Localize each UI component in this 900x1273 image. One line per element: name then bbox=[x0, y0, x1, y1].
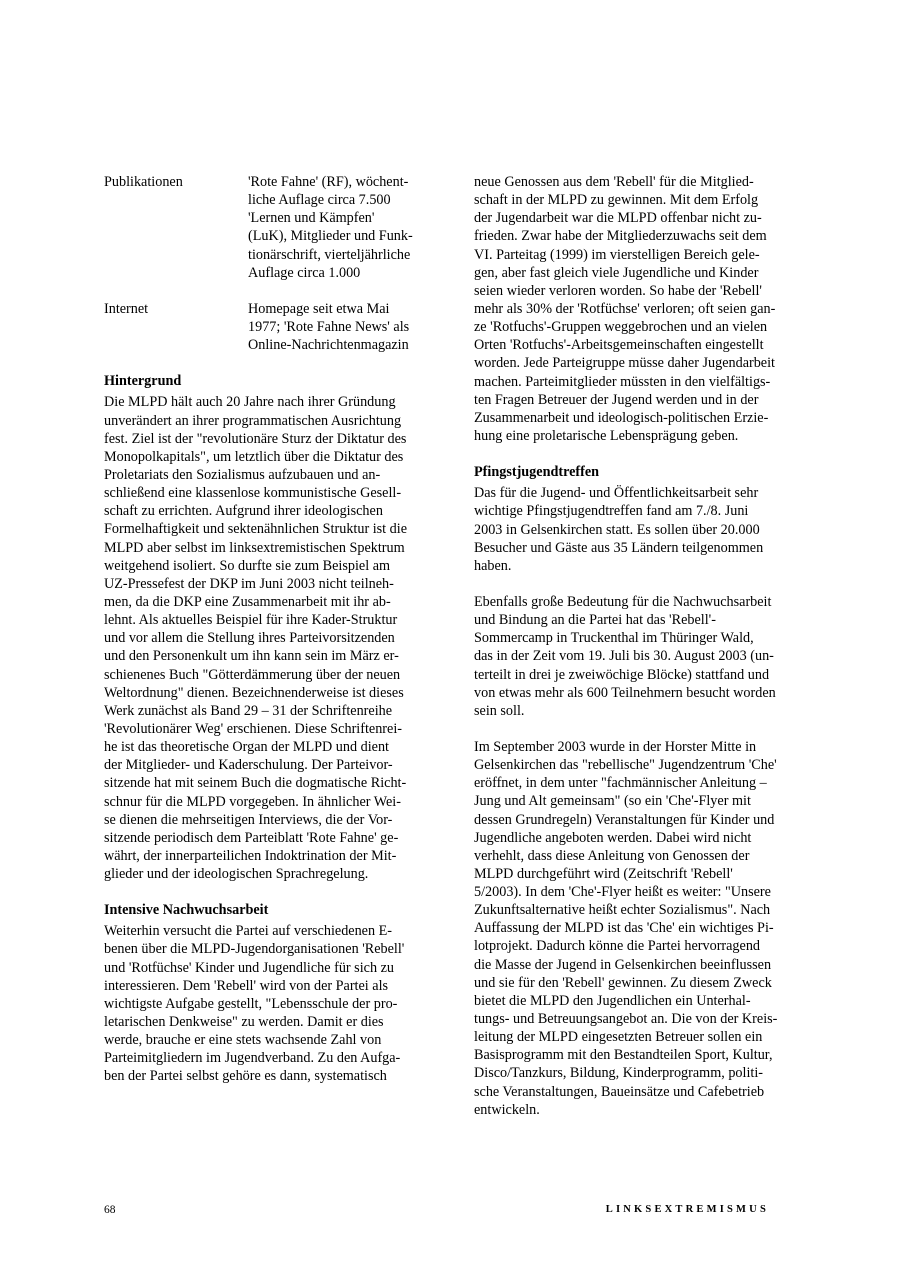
text-line: Disco/Tanzkurs, Bildung, Kinderprogramm, politi- bbox=[474, 1065, 764, 1082]
paragraph-nachwuchsarbeit bbox=[104, 922, 434, 1085]
text-line: bietet die MLPD den Jugendlichen ein Unterhal- bbox=[474, 992, 751, 1009]
text-line: leitung der MLPD eingesetzten Betreuer sollen ein bbox=[474, 1029, 763, 1046]
section-heading-hintergrund: Hintergrund bbox=[104, 373, 182, 390]
section-heading-nachwuchsarbeit: Intensive Nachwuchsarbeit bbox=[104, 902, 269, 919]
text-line: sitzende hat mit seinem Buch die dogmatische Richt- bbox=[104, 775, 407, 792]
text-line: Parteimitgliedern im Jugendverband. Zu den Aufga- bbox=[104, 1050, 401, 1067]
text-line: schnur für die MLPD vorgegeben. In ähnlicher Wei- bbox=[104, 793, 401, 810]
text-line: Werk zunächst als Band 29 – 31 der Schriftenreihe bbox=[104, 702, 393, 719]
text-line: ten Fragen Betreuer der Jugend werden und in der bbox=[474, 391, 759, 408]
paragraph-continuation bbox=[474, 173, 804, 445]
paragraph bbox=[474, 484, 804, 575]
text-line: eröffnet, in dem unter "fachmännischer Anleitung – bbox=[474, 775, 767, 792]
running-title: LINKSEXTREMISMUS bbox=[605, 1204, 769, 1215]
info-row bbox=[104, 173, 434, 282]
text-line: Im September 2003 wurde in der Horster Mitte in bbox=[474, 738, 757, 755]
text-line: Weltordnung" dienen. Bezeichnenderweise ist dieses bbox=[104, 684, 404, 701]
text-line: MLPD durchgeführt wird (Zeitschrift 'Rebell' bbox=[474, 865, 733, 882]
text-line: ben der Partei selbst gehöre es dann, systematisch bbox=[104, 1068, 387, 1085]
info-row bbox=[104, 300, 434, 354]
text-line: se dienen die mehrseitigen Interviews, die der Vor- bbox=[104, 811, 393, 828]
left-column bbox=[104, 173, 434, 1086]
pfingst-section-body bbox=[474, 484, 804, 1119]
text-line: der Mitglieder- und Kaderschulung. Der Parteivor- bbox=[104, 757, 393, 774]
info-label: Publikationen bbox=[104, 174, 183, 190]
text-line: interessieren. Dem 'Rebell' wird von der Partei als bbox=[104, 977, 389, 994]
text-line: und Bindung an die Partei hat das 'Rebell'- bbox=[474, 612, 716, 629]
paragraph-hintergrund bbox=[104, 393, 434, 883]
text-line: währt, der innerparteilichen Indoktrination der Mit- bbox=[104, 847, 397, 864]
text-line: worden. Jede Parteigruppe müsse daher Jugendarbeit bbox=[474, 355, 775, 372]
text-line: weitgehend isoliert. So durfte sie zum Beispiel am bbox=[104, 557, 391, 574]
text-line: Monopolkapitals", um letztlich über die Diktatur des bbox=[104, 448, 404, 465]
paragraph bbox=[474, 593, 804, 720]
text-line: (LuK), Mitglieder und Funk- bbox=[248, 228, 413, 245]
text-line: neue Genossen aus dem 'Rebell' für die Mitglied- bbox=[474, 174, 754, 190]
text-line: men, da die DKP eine Zusammenarbeit mit ihr ab- bbox=[104, 593, 391, 610]
text-line: Das für die Jugend- und Öffentlichkeitsarbeit sehr bbox=[474, 485, 759, 502]
text-line: werde, brauche er eine stets wachsende Zahl von bbox=[104, 1032, 382, 1049]
text-line: tungs- und Betreuungsangebot an. Die von der Kreis- bbox=[474, 1011, 778, 1028]
section-heading-pfingstjugendtreffen: Pfingstjugendtreffen bbox=[474, 464, 600, 481]
text-line: schienenes Buch "Götterdämmerung über der neuen bbox=[104, 666, 401, 683]
text-line: glieder und der ideologischen Sprachregelung. bbox=[104, 866, 369, 883]
right-column bbox=[474, 173, 804, 1119]
text-line: machen. Parteimitglieder müssten in den vielfältigs- bbox=[474, 373, 771, 390]
text-line: Auffassung der MLPD ist das 'Che' ein wichtiges Pi- bbox=[474, 920, 774, 937]
text-line: schaft in der MLPD zu gewinnen. Mit dem Erfolg bbox=[474, 192, 759, 209]
text-line: schließend eine klassenlose kommunistische Gesell- bbox=[104, 485, 402, 502]
text-line: hung eine proletarische Lebensprägung geben. bbox=[474, 427, 739, 444]
text-line: frieden. Zwar habe der Mitgliederzuwachs seit dem bbox=[474, 228, 767, 245]
text-line: Jugendliche angeboten werden. Dabei wird nicht bbox=[474, 829, 752, 846]
text-line: 'Rote Fahne' (RF), wöchent- bbox=[248, 174, 409, 190]
text-line: Die MLPD hält auch 20 Jahre nach ihrer Gründung bbox=[104, 394, 396, 411]
text-line: entwickeln. bbox=[474, 1101, 540, 1118]
paragraph bbox=[474, 738, 804, 1119]
text-line: wichtigste Aufgabe gestellt, "Lebensschule der pro- bbox=[104, 995, 398, 1012]
text-line: Jung und Alt gemeinsam" (so ein 'Che'-Flyer mit bbox=[474, 793, 751, 810]
text-line: seien wieder verloren worden. So habe der 'Rebell' bbox=[474, 282, 762, 299]
text-line: und den Personenkult um ihn kann sein im März er- bbox=[104, 648, 399, 665]
text-line: 'Revolutionärer Weg' erschienen. Diese Schriftenrei- bbox=[104, 720, 402, 737]
text-line: letarischen Denkweise" zu werden. Damit er dies bbox=[104, 1014, 384, 1031]
text-line: und 'Rotfüchse' Kinder und Jugendliche für sich zu bbox=[104, 959, 394, 976]
text-line: 5/2003). In dem 'Che'-Flyer heißt es weiter: "Unsere bbox=[474, 884, 771, 901]
text-line: wichtige Pfingstjugendtreffen fand am 7./8. Juni bbox=[474, 503, 749, 520]
text-line: Zusammenarbeit und ideologisch-politischen Erzie- bbox=[474, 409, 769, 426]
text-line: Basisprogramm mit den Bestandteilen Sport, Kultur, bbox=[474, 1047, 773, 1064]
text-line: 2003 in Gelsenkirchen statt. Es sollen über 20.000 bbox=[474, 521, 760, 538]
info-label: Internet bbox=[104, 300, 149, 317]
text-line: mehr als 30% der 'Rotfüchse' verloren; oft seien gan- bbox=[474, 300, 776, 317]
info-value bbox=[248, 173, 434, 282]
info-table bbox=[104, 173, 434, 354]
text-line: Formelhaftigkeit und sektenähnlichen Struktur ist die bbox=[104, 521, 408, 538]
text-line: sein soll. bbox=[474, 702, 525, 719]
text-line: Homepage seit etwa Mai bbox=[248, 300, 390, 317]
text-line: das in der Zeit vom 19. Juli bis 30. August 2003 (un- bbox=[474, 648, 774, 665]
text-line: und vor allem die Stellung ihres Parteivorsitzenden bbox=[104, 630, 395, 647]
text-line: von etwas mehr als 600 Teilnehmern besucht worden bbox=[474, 684, 776, 701]
text-line: terteilt in drei je zweiwöchige Blöcke) stattfand und bbox=[474, 666, 770, 683]
text-line: unverändert an ihrer programmatischen Ausrichtung bbox=[104, 412, 402, 429]
text-line: dessen Grundregeln) Veranstaltungen für Kinder und bbox=[474, 811, 775, 828]
text-line: Orten 'Rotfuchs'-Arbeitsgemeinschaften eingestellt bbox=[474, 337, 764, 354]
text-line: UZ-Pressefest der DKP im Juni 2003 nicht teilneh- bbox=[104, 575, 394, 592]
text-line: Ebenfalls große Bedeutung für die Nachwuchsarbeit bbox=[474, 593, 772, 610]
text-line: Zukunftsalternative heißt echter Sozialismus". Nach bbox=[474, 902, 771, 919]
info-value bbox=[248, 300, 434, 354]
text-line: benen über die MLPD-Jugendorganisationen 'Rebell' bbox=[104, 941, 405, 958]
text-line: Besucher und Gäste aus 35 Ländern teilgenommen bbox=[474, 539, 764, 556]
text-line: fest. Ziel ist der "revolutionäre Sturz der Diktatur des bbox=[104, 430, 407, 447]
text-line: he ist das theoretische Organ der MLPD und dient bbox=[104, 739, 390, 756]
text-line: VI. Parteitag (1999) im vierstelligen Bereich gele- bbox=[474, 246, 760, 263]
text-line: Auflage circa 1.000 bbox=[248, 264, 361, 281]
page-number: 68 bbox=[104, 1204, 116, 1216]
text-line: verhehlt, dass diese Anleitung von Genossen der bbox=[474, 847, 750, 864]
text-line: 1977; 'Rote Fahne News' als bbox=[248, 318, 410, 335]
text-line: ze 'Rotfuchs'-Gruppen weggebrochen und an vielen bbox=[474, 319, 768, 336]
text-line: 'Lernen und Kämpfen' bbox=[248, 210, 375, 227]
text-line: Sommercamp in Truckenthal im Thüringer Wald, bbox=[474, 630, 754, 647]
text-line: MLPD aber selbst im linksextremistischen Spektrum bbox=[104, 539, 405, 556]
text-line: lotprojekt. Dadurch könne die Partei hervorragend bbox=[474, 938, 761, 955]
text-line: tionärschrift, vierteljährliche bbox=[248, 246, 411, 263]
text-line: schaft zu errichten. Aufgrund ihrer ideologischen bbox=[104, 503, 383, 520]
text-line: lehnt. Als aktuelles Beispiel für ihre Kader-Struktur bbox=[104, 612, 398, 629]
text-line: Weiterhin versucht die Partei auf verschiedenen E- bbox=[104, 923, 393, 940]
text-line: Online-Nachrichtenmagazin bbox=[248, 337, 409, 354]
text-line: sitzende periodisch dem Parteiblatt 'Rote Fahne' ge- bbox=[104, 829, 399, 846]
text-line: gen, aber fast gleich viele Jugendliche und Kinder bbox=[474, 264, 759, 281]
text-line: Proletariats den Sozialismus aufzubauen und an- bbox=[104, 466, 381, 483]
text-line: der Jugendarbeit war die MLPD offenbar nicht zu- bbox=[474, 210, 762, 227]
text-line: sche Veranstaltungen, Baueinsätze und Cafebetrieb bbox=[474, 1083, 765, 1100]
text-line: und sie für den 'Rebell' gewinnen. Zu diesem Zweck bbox=[474, 974, 772, 991]
text-line: liche Auflage circa 7.500 bbox=[248, 192, 391, 209]
text-line: haben. bbox=[474, 557, 512, 574]
text-line: die Masse der Jugend in Gelsenkirchen beeinflussen bbox=[474, 956, 772, 973]
text-line: Gelsenkirchen das "rebellische" Jugendzentrum 'Che' bbox=[474, 757, 777, 774]
